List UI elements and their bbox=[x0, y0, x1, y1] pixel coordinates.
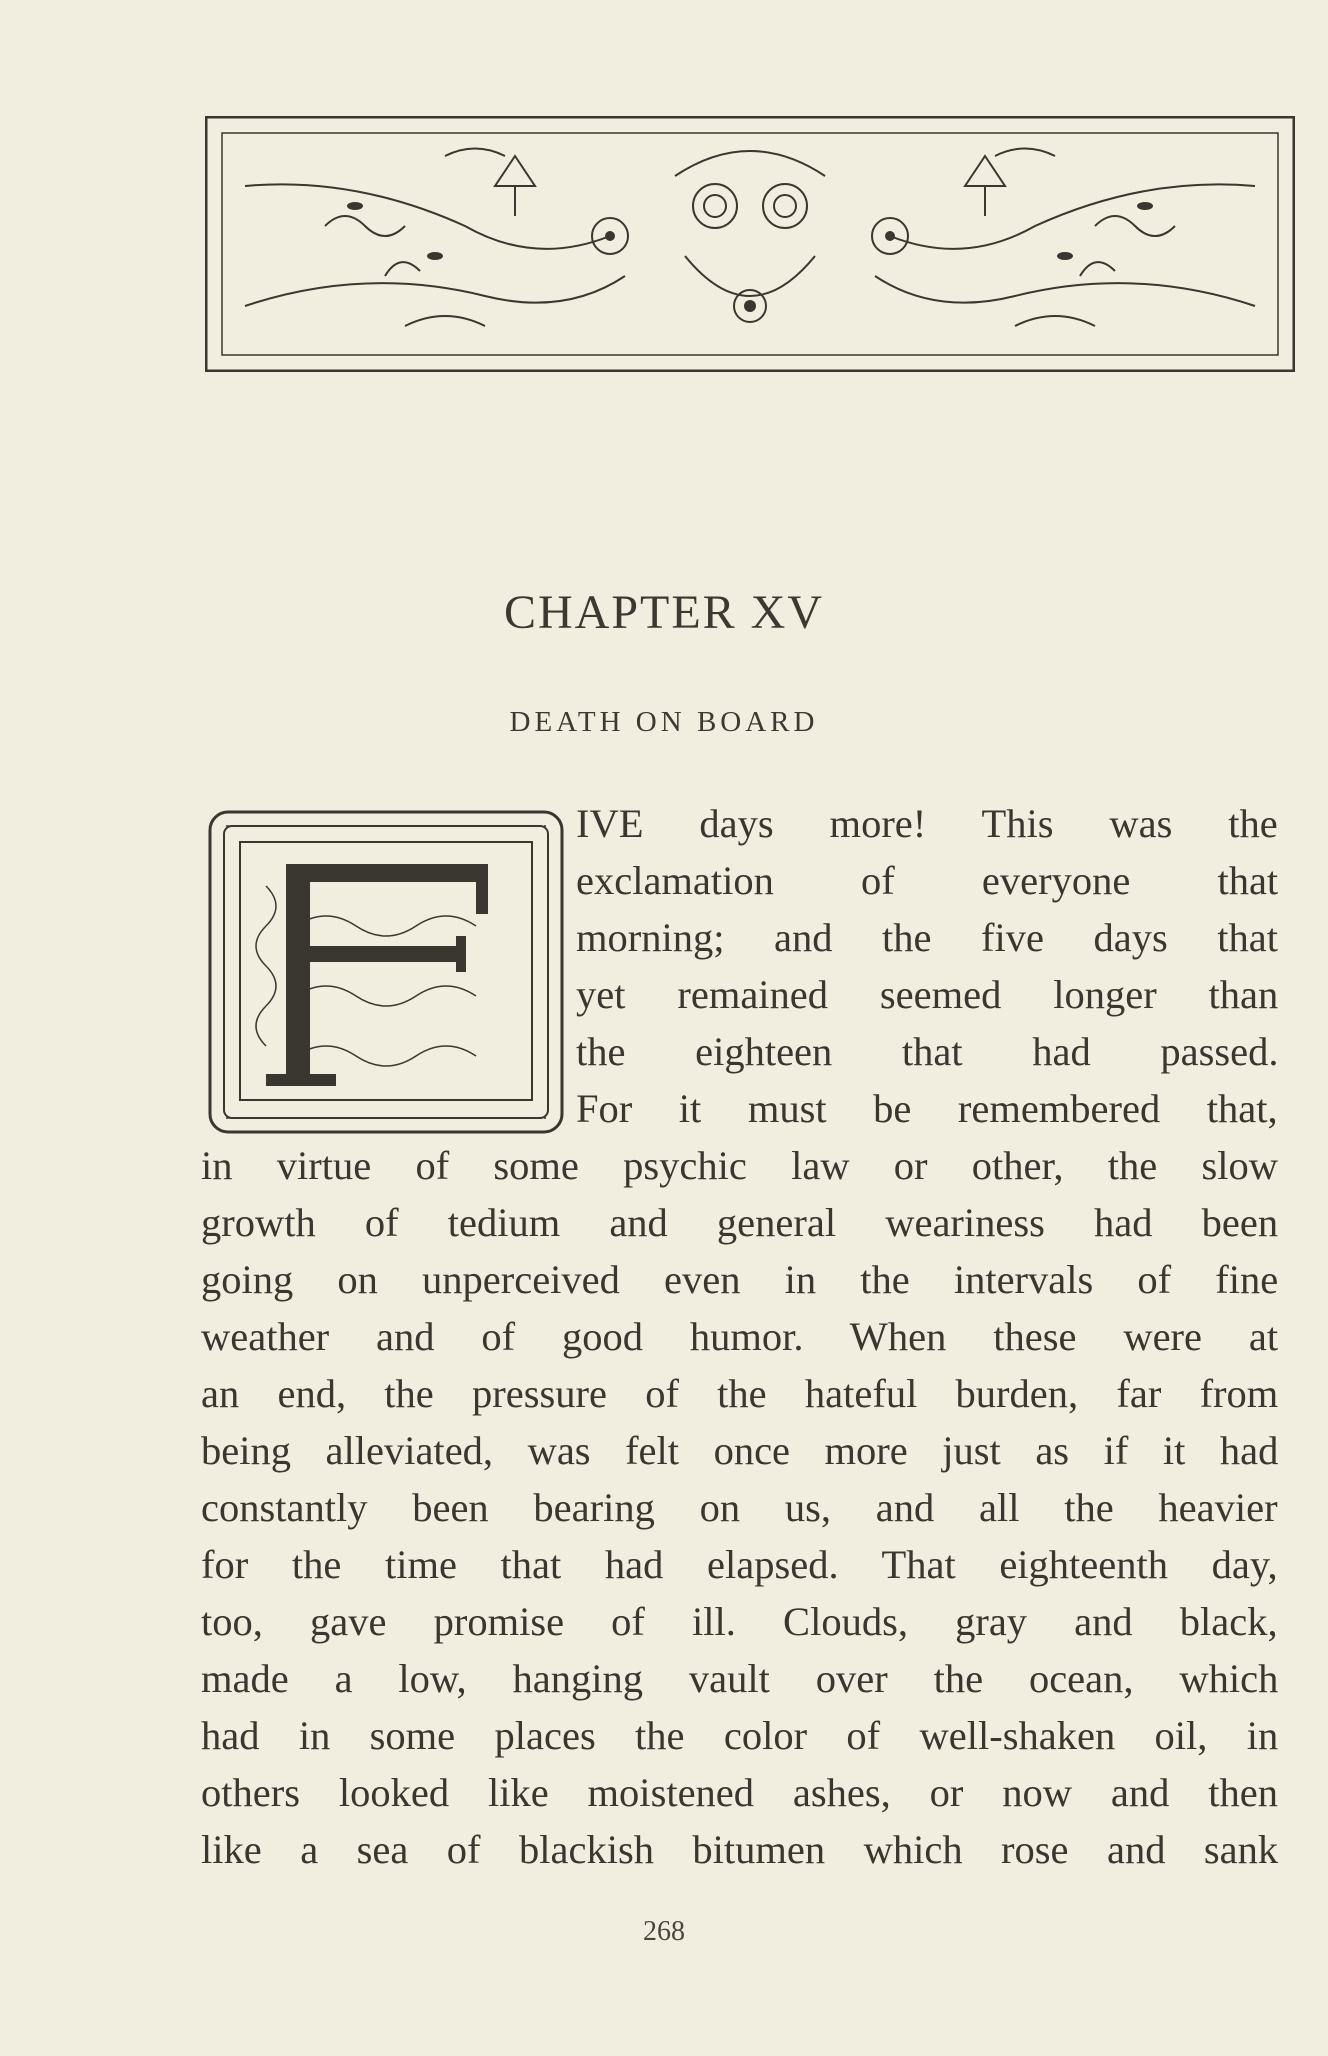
chapter-subtitle: DEATH ON BOARD bbox=[509, 706, 819, 738]
body-line: For it must be remembered that, bbox=[576, 1086, 1278, 1131]
drop-cap bbox=[206, 806, 566, 1140]
body-line: too, gave promise of ill. Clouds, gray and black, bbox=[201, 1599, 1278, 1644]
body-line: had in some places the color of well-shaken oil, in bbox=[201, 1713, 1279, 1758]
ornamental-headpiece bbox=[205, 116, 1295, 372]
body-line: the eighteen that had passed. bbox=[576, 1029, 1279, 1074]
body-line: morning; and the five days that bbox=[576, 915, 1279, 960]
drop-cap-letter bbox=[206, 806, 566, 1140]
chapter-title: CHAPTER XV bbox=[503, 586, 825, 639]
body-line: an end, the pressure of the hateful burden, far from bbox=[201, 1371, 1279, 1416]
body-line: for the time that had elapsed. That eighteenth day, bbox=[201, 1542, 1278, 1587]
body-line: being alleviated, was felt once more just as if it had bbox=[201, 1428, 1279, 1473]
body-line: like a sea of blackish bitumen which rose and sank bbox=[201, 1827, 1279, 1872]
body-line: in virtue of some psychic law or other, the slow bbox=[201, 1143, 1278, 1188]
body-line: IVE days more! This was the bbox=[576, 801, 1278, 846]
body-line: weather and of good humor. When these were at bbox=[201, 1314, 1279, 1359]
body-line: made a low, hanging vault over the ocean, which bbox=[201, 1656, 1279, 1701]
body-line: going on unperceived even in the intervals of fine bbox=[201, 1257, 1279, 1302]
body-line: growth of tedium and general weariness had been bbox=[201, 1200, 1279, 1245]
body-line: yet remained seemed longer than bbox=[576, 972, 1279, 1017]
page-number: 268 bbox=[643, 1916, 685, 1947]
body-line: constantly been bearing on us, and all the heavier bbox=[201, 1485, 1278, 1530]
body-line: exclamation of everyone that bbox=[576, 858, 1279, 903]
body-line: others looked like moistened ashes, or now and then bbox=[201, 1770, 1278, 1815]
